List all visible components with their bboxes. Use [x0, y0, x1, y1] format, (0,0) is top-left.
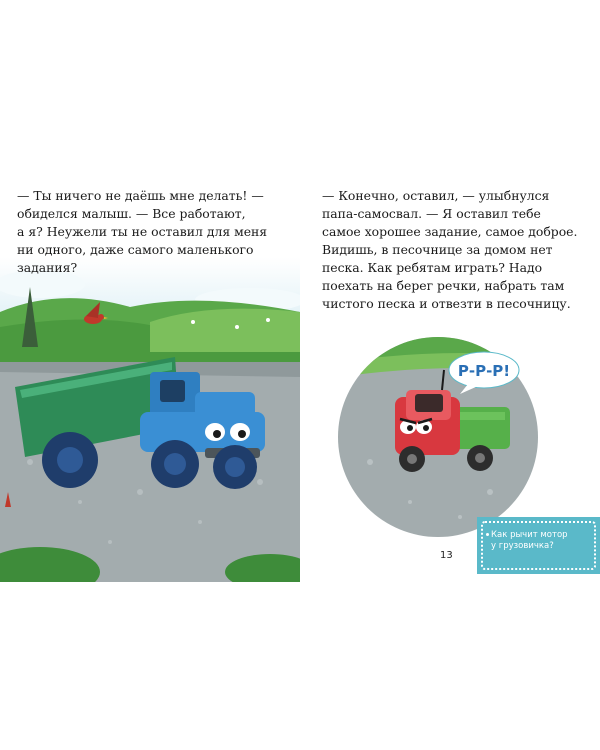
- book-spread: [0, 162, 600, 582]
- question-text: Как рычит мотор у грузовичка?: [491, 530, 568, 551]
- question-box: [477, 517, 600, 574]
- speech-bubble-text: Р-Р-Р!: [457, 362, 511, 380]
- page-number: 13: [440, 550, 453, 561]
- left-page: [0, 162, 300, 582]
- left-page-text: — Ты ничего не даёшь мне делать! — обиделся малыш. — Все работают, а я? Неужели ты не оставил для меня ни одного, даже самого маленького задания?: [17, 188, 268, 275]
- bullet-icon: [486, 533, 489, 536]
- right-page-text: — Конечно, оставил, — улыбнулся папа-самосвал. — Я оставил тебе самое хорошее задание, самое доброе. Видишь, в песочнице за домом нет песка. Как ребятам играть? Надо поехать на берег речки, набрать там чистого песка и отвезти в песочницу.: [322, 188, 578, 311]
- right-page: [300, 162, 600, 582]
